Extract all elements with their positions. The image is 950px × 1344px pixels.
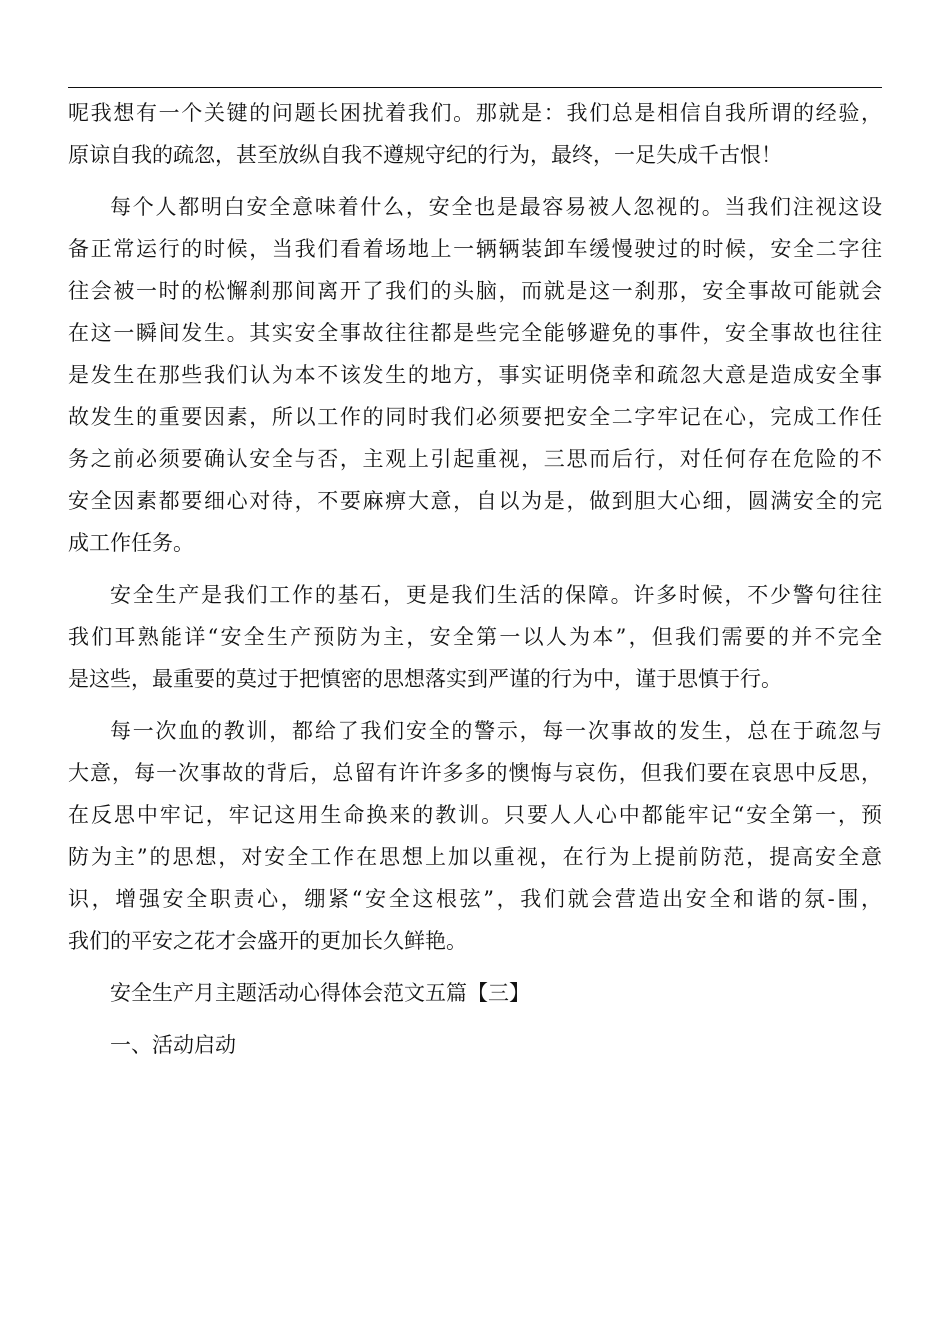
paragraph <box>68 92 882 176</box>
paragraph-line: 原谅自我的疏忽，甚至放纵自我不遵规守纪的行为，最终，一足失成千古恨！ <box>68 143 782 167</box>
paragraph-line: 在这一瞬间发生。其实安全事故往往都是些完全能够避免的事件，安全事故也往往 <box>68 321 882 345</box>
paragraph-line: 我们耳熟能详“安全生产预防为主，安全第一以人为本”，但我们需要的并不完全 <box>68 625 882 649</box>
paragraph-line: 大意，每一次事故的背后，总留有许许多多的懊悔与哀伤，但我们要在哀思中反思， <box>68 761 882 785</box>
section-title: 安全生产月主题活动心得体会范文五篇【三】 <box>110 981 530 1005</box>
paragraph-line: 我们的平安之花才会盛开的更加长久鲜艳。 <box>68 929 467 953</box>
paragraph-line: 安全生产是我们工作的基石，更是我们生活的保障。许多时候，不少警句往往 <box>110 583 882 607</box>
paragraph <box>68 710 882 962</box>
paragraph-line: 是这些，最重要的莫过于把慎密的思想落实到严谨的行为中，谨于思慎于行。 <box>68 667 782 691</box>
paragraph-line: 安全因素都要细心对待，不要麻痹大意，自以为是，做到胆大心细，圆满安全的完 <box>68 489 882 513</box>
subheading: 一、活动启动 <box>110 1033 236 1057</box>
paragraph-line: 往会被一时的松懈刹那间离开了我们的头脑，而就是这一刹那，安全事故可能就会 <box>68 279 882 303</box>
paragraph <box>68 574 882 700</box>
paragraph-line: 故发生的重要因素，所以工作的同时我们必须要把安全二字牢记在心，完成工作任 <box>68 405 882 429</box>
document-body <box>68 92 882 1076</box>
paragraph-line: 防为主”的思想，对安全工作在思想上加以重视，在行为上提前防范，提高安全意 <box>68 845 882 869</box>
header-rule <box>68 87 882 88</box>
paragraph-line: 每一次血的教训，都给了我们安全的警示，每一次事故的发生，总在于疏忽与 <box>110 719 882 743</box>
paragraph-line: 识，增强安全职责心，绷紧“安全这根弦”，我们就会营造出安全和谐的氛-围， <box>68 887 882 911</box>
paragraph-line: 成工作任务。 <box>68 531 194 555</box>
paragraph-list <box>68 92 882 962</box>
paragraph-line: 务之前必须要确认安全与否，主观上引起重视，三思而后行，对任何存在危险的不 <box>68 447 882 471</box>
paragraph-line: 在反思中牢记，牢记这用生命换来的教训。只要人人心中都能牢记“安全第一，预 <box>68 803 882 827</box>
paragraph-line: 是发生在那些我们认为本不该发生的地方，事实证明侥幸和疏忽大意是造成安全事 <box>68 363 882 387</box>
paragraph-line: 备正常运行的时候，当我们看着场地上一辆辆装卸车缓慢驶过的时候，安全二字往 <box>68 237 882 261</box>
paragraph-line: 每个人都明白安全意味着什么，安全也是最容易被人忽视的。当我们注视这设 <box>110 195 882 219</box>
paragraph-line: 呢我想有一个关键的问题长困扰着我们。那就是：我们总是相信自我所谓的经验， <box>68 101 882 125</box>
paragraph <box>68 186 882 564</box>
